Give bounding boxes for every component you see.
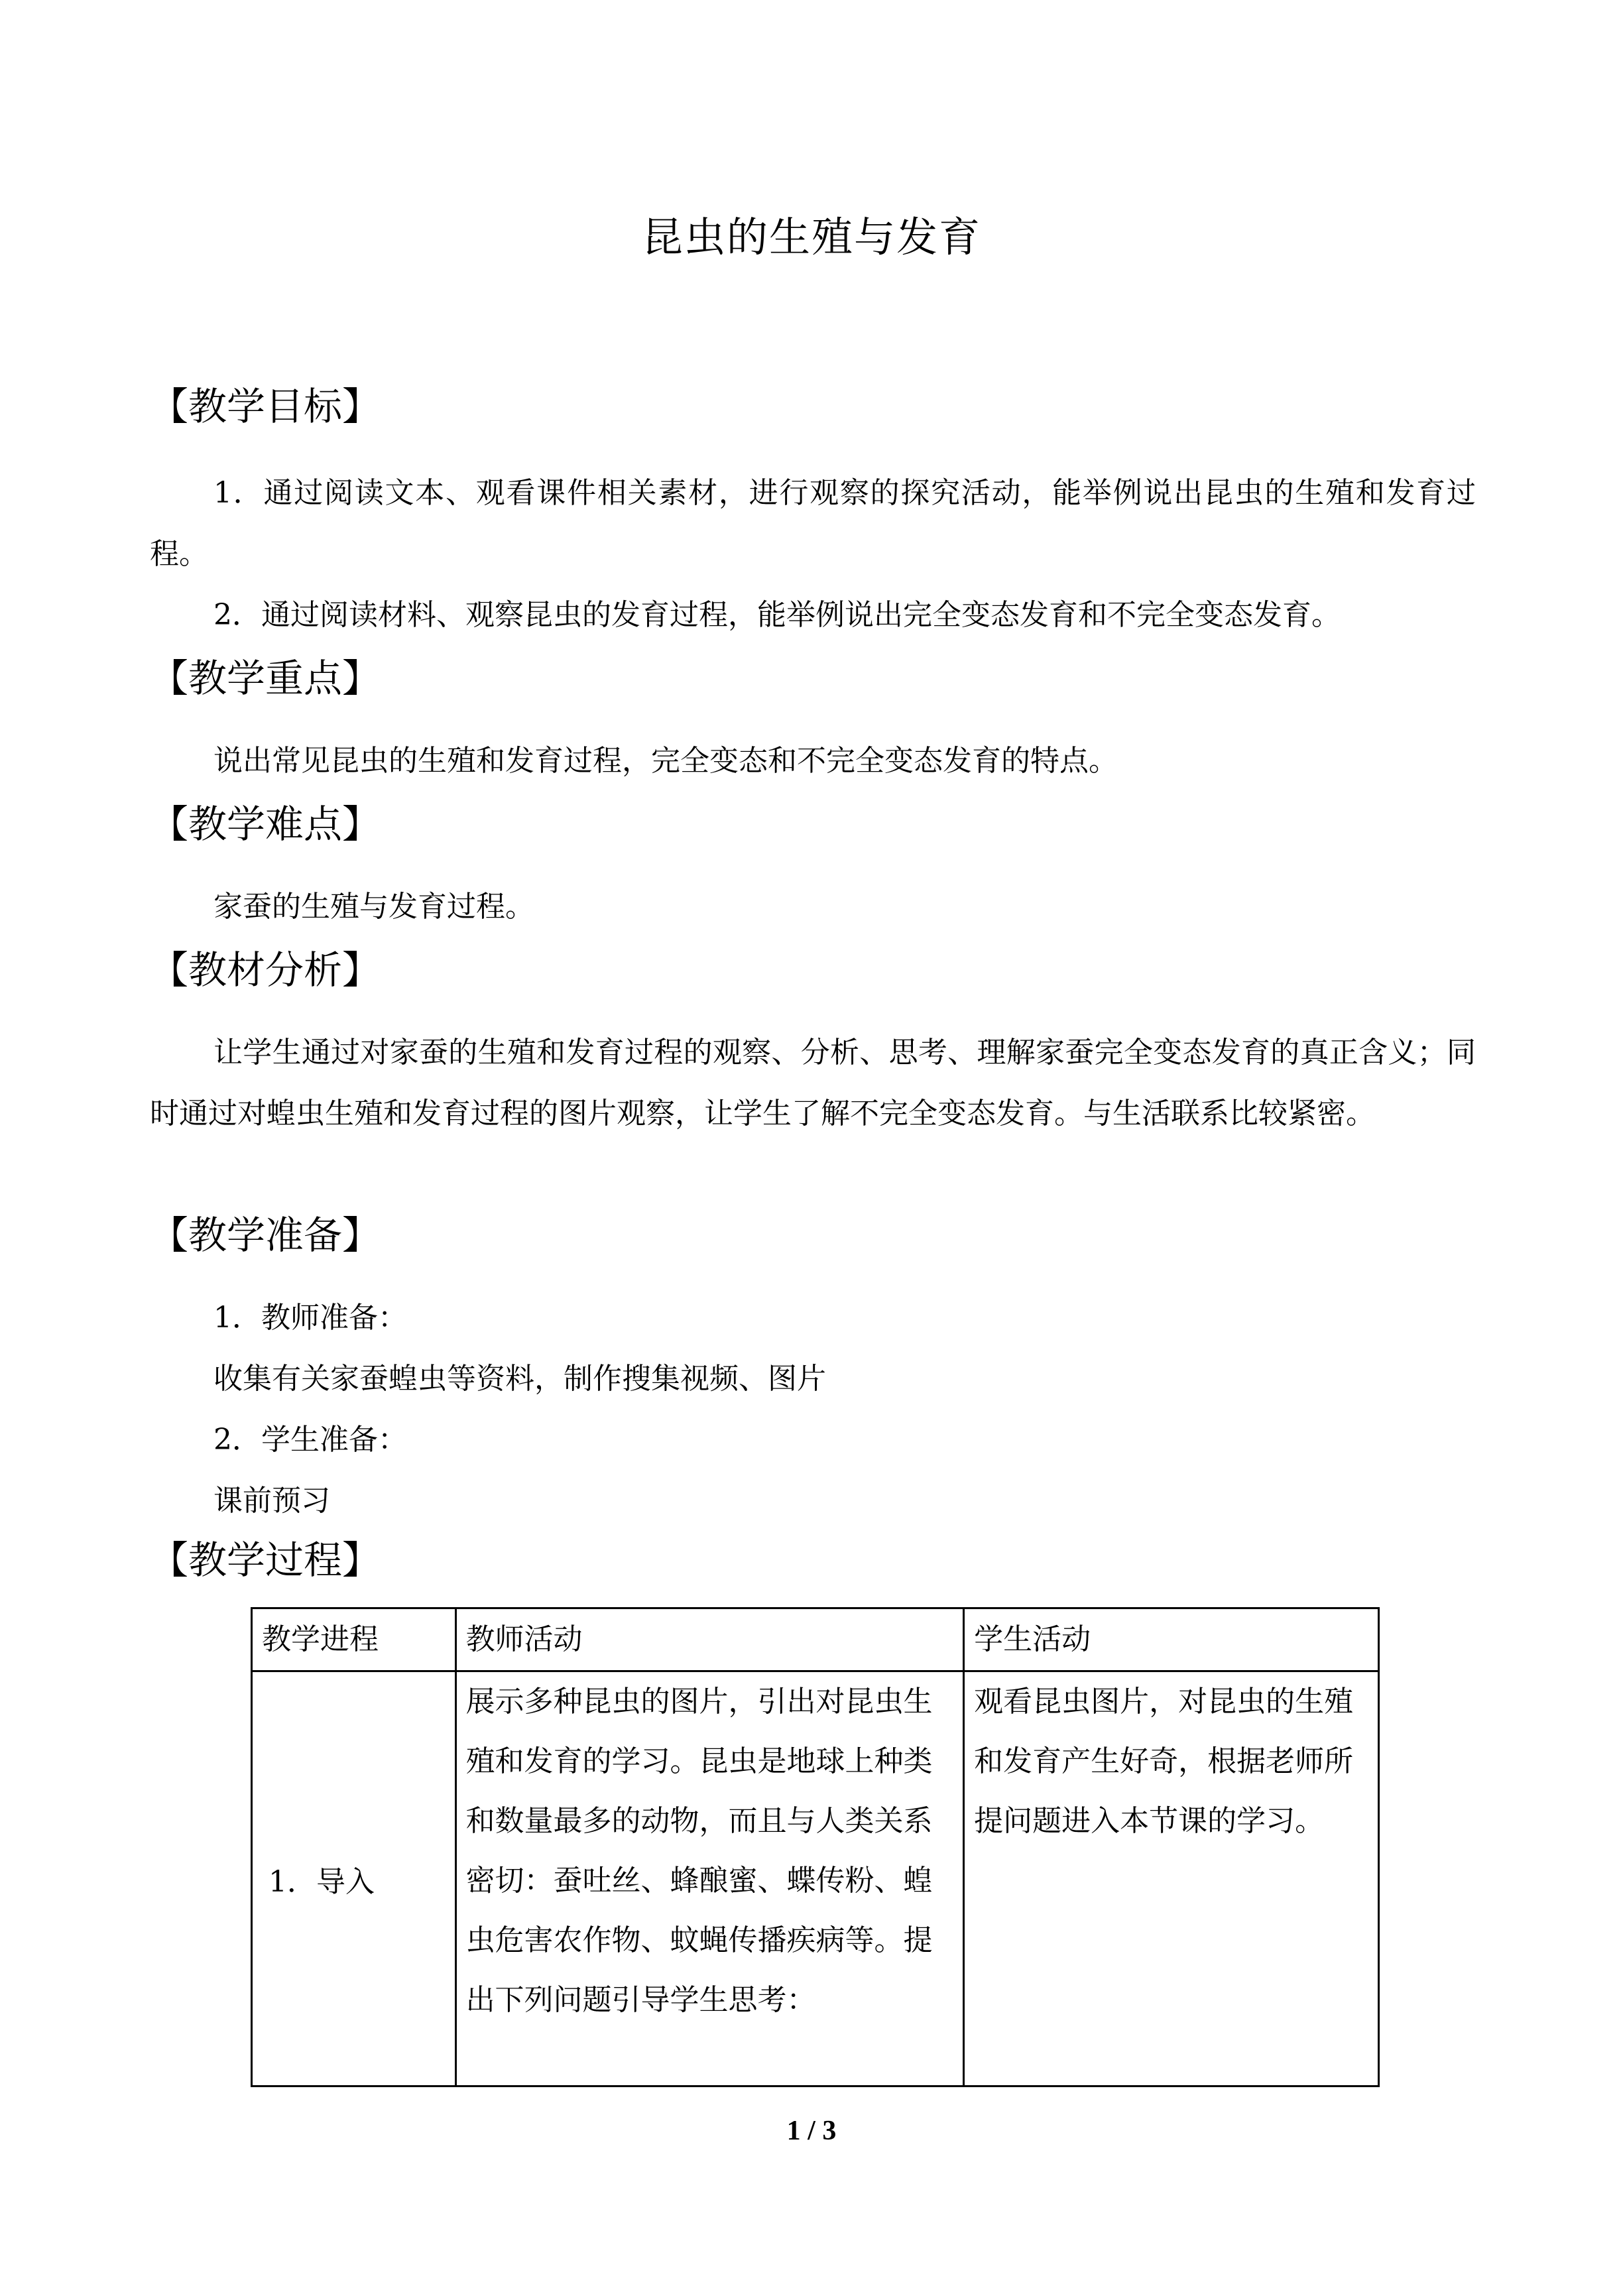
column-header-teacher: 教师活动 [455, 1608, 964, 1671]
student-prep-label: 2．学生准备： [213, 1423, 407, 1457]
key-points-text: 说出常见昆虫的生殖和发育过程，完全变态和不完全变态发育的特点。 [213, 744, 1118, 778]
column-header-student: 学生活动 [964, 1608, 1379, 1671]
teacher-prep-text: 收集有关家蚕蝗虫等资料，制作搜集视频、图片 [213, 1362, 826, 1396]
difficulties-text: 家蚕的生殖与发育过程。 [213, 890, 534, 924]
column-header-stage: 教学进程 [252, 1608, 456, 1671]
stage-cell: 1．导入 [252, 1671, 456, 2086]
heading-material-analysis: 【教材分析】 [150, 947, 381, 993]
heading-preparation: 【教学准备】 [150, 1213, 381, 1258]
goal-item-2: 2．通过阅读材料、观察昆虫的发育过程，能举例说出完全变态发育和不完全变态发育。 [213, 598, 1341, 632]
heading-key-points: 【教学重点】 [150, 656, 381, 701]
teacher-prep-label: 1．教师准备： [213, 1301, 407, 1335]
process-table [251, 1607, 1380, 2087]
table-header-row [252, 1608, 1379, 1671]
heading-teaching-process: 【教学过程】 [150, 1538, 381, 1583]
goal-item-1: 1．通过阅读文本、观看课件相关素材，进行观察的探究活动，能举例说出昆虫的生殖和发育过程。 [150, 476, 1476, 571]
heading-difficulties: 【教学难点】 [150, 802, 381, 847]
page-number: 1 / 3 [786, 2116, 837, 2146]
page-title: 昆虫的生殖与发育 [641, 213, 981, 261]
table-row [252, 1671, 1379, 2086]
student-prep-text: 课前预习 [213, 1484, 330, 1518]
student-activity-cell: 观看昆虫图片，对昆虫的生殖和发育产生好奇，根据老师所提问题进入本节课的学习。 [964, 1671, 1379, 2086]
analysis-text: 让学生通过对家蚕的生殖和发育过程的观察、分析、思考、理解家蚕完全变态发育的真正含义；同时通过对蝗虫生殖和发育过程的图片观察，让学生了解不完全变态发育。与生活联系比较紧密。 [150, 1036, 1476, 1130]
heading-teaching-goals: 【教学目标】 [150, 384, 381, 429]
teacher-activity-cell: 展示多种昆虫的图片，引出对昆虫生殖和发育的学习。昆虫是地球上种类和数量最多的动物，而且与人类关系密切：蚕吐丝、蜂酿蜜、蝶传粉、蝗虫危害农作物、蚊蝇传播疾病等。提出下列问题引导学生思考： [455, 1671, 964, 2086]
